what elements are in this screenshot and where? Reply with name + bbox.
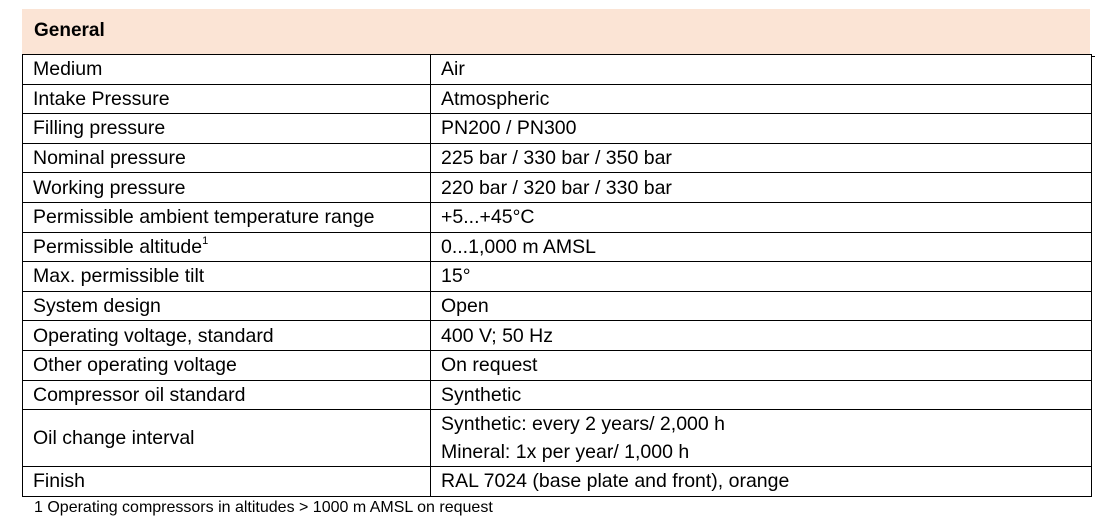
table-row: [23, 380, 1092, 410]
spec-label-cell: [23, 202, 431, 232]
spec-label-cell: [23, 84, 431, 114]
spec-label: System design: [33, 295, 161, 318]
specifications-table-body: [23, 55, 1092, 497]
spec-value-cell: [431, 114, 1092, 144]
spec-value: Mineral: 1x per year/ 1,000 h: [441, 441, 690, 464]
spec-label: Intake Pressure: [33, 87, 170, 110]
spec-value: Air: [441, 58, 465, 81]
spec-value-cell: [431, 143, 1092, 173]
spec-label-cell: [23, 114, 431, 144]
spec-label: Permissible ambient temperature range: [33, 206, 375, 229]
spec-value: On request: [441, 354, 538, 377]
spec-value-cell: [431, 55, 1092, 85]
spec-label-cell: [23, 291, 431, 321]
footnote-marker: 1: [202, 234, 209, 247]
spec-value: 0...1,000 m AMSL: [441, 235, 597, 258]
spec-label: Compressor oil standard: [33, 383, 246, 406]
spec-label: Max. permissible tilt: [33, 265, 205, 288]
footnote: 1 Operating compressors in altitudes > 1000 m AMSL on request: [34, 499, 493, 516]
spec-label: Working pressure: [33, 176, 186, 199]
table-row: [23, 467, 1092, 497]
spec-value: 400 V; 50 Hz: [441, 324, 554, 347]
specifications-table: [22, 54, 1092, 497]
spec-label-cell: [23, 232, 431, 262]
spec-label: Permissible altitude: [33, 235, 203, 258]
spec-label: Filling pressure: [33, 117, 166, 140]
spec-value-cell: [431, 350, 1092, 380]
spec-value: 225 bar / 330 bar / 350 bar: [441, 147, 672, 170]
spec-value: PN200 / PN300: [441, 117, 577, 140]
table-row: [23, 262, 1092, 292]
spec-label-cell: [23, 262, 431, 292]
table-row: [23, 232, 1092, 262]
spec-value: RAL 7024 (base plate and front), orange: [441, 470, 790, 493]
spec-value: 220 bar / 320 bar / 330 bar: [441, 176, 672, 199]
section-title: General: [34, 20, 105, 41]
table-row: [23, 321, 1092, 351]
spec-label: Operating voltage, standard: [33, 324, 274, 347]
spec-value-cell: [431, 232, 1092, 262]
spec-value-cell: [431, 262, 1092, 292]
spec-value-cell: [431, 467, 1092, 497]
table-row: [23, 143, 1092, 173]
spec-label: Medium: [33, 58, 103, 81]
table-row: [23, 84, 1092, 114]
spec-value: Open: [441, 295, 489, 318]
spec-label: Oil change interval: [33, 427, 195, 450]
spec-label-cell: [23, 321, 431, 351]
section-header: [22, 9, 1090, 54]
table-row: [23, 350, 1092, 380]
spec-value: +5...+45°C: [441, 206, 535, 229]
spec-label: Other operating voltage: [33, 354, 237, 377]
spec-label-cell: [23, 173, 431, 203]
spec-value-cell: [431, 173, 1092, 203]
spec-value: Synthetic: [441, 383, 522, 406]
spec-label: Nominal pressure: [33, 147, 186, 170]
spec-label-cell: [23, 410, 431, 467]
spec-label-cell: [23, 380, 431, 410]
spec-label: Finish: [33, 470, 86, 493]
table-row: [23, 173, 1092, 203]
spec-value: 15°: [441, 265, 471, 288]
spec-label-cell: [23, 350, 431, 380]
edge-mark: [1092, 56, 1095, 57]
table-row: [23, 410, 1092, 467]
table-row: [23, 55, 1092, 85]
spec-value-cell: [431, 84, 1092, 114]
spec-value-cell: [431, 291, 1092, 321]
table-row: [23, 291, 1092, 321]
spec-label-cell: [23, 55, 431, 85]
table-row: [23, 202, 1092, 232]
spec-value-cell: [431, 321, 1092, 351]
spec-value: Atmospheric: [441, 87, 550, 110]
spec-label-cell: [23, 467, 431, 497]
spec-value: Synthetic: every 2 years/ 2,000 h: [441, 413, 725, 436]
spec-value-cell: [431, 202, 1092, 232]
spec-value-cell: [431, 380, 1092, 410]
table-row: [23, 114, 1092, 144]
spec-label-cell: [23, 143, 431, 173]
spec-value-cell: [431, 410, 1092, 467]
